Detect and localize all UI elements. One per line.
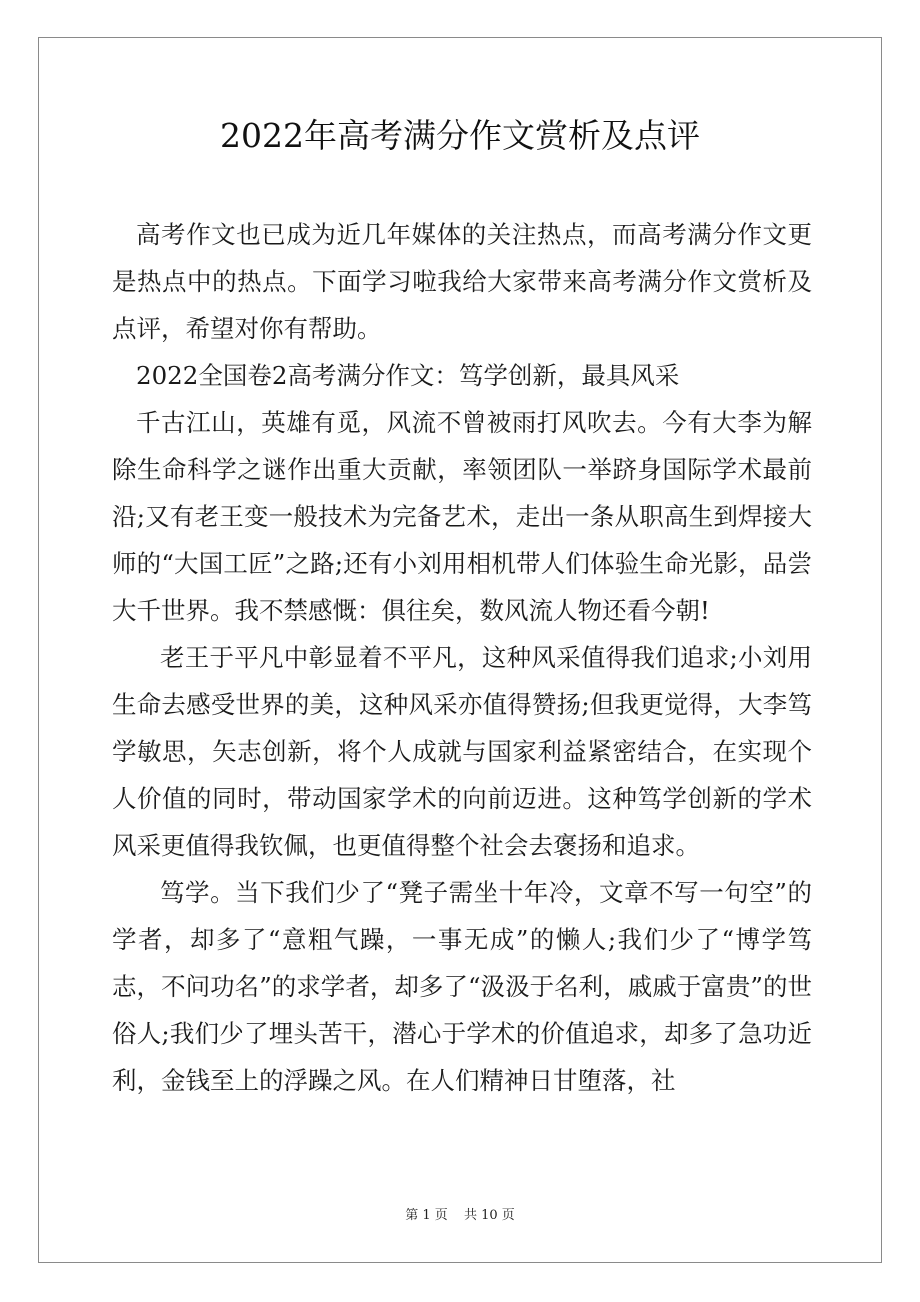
essay-paragraph: 老王于平凡中彰显着不平凡，这种风采值得我们追求;小刘用生命去感受世界的美，这种风采亦值得赞扬;但我更觉得，大李笃学敏思，矢志创新，将个人成就与国家利益紧密结合，在实现个人价值的同时，带动国家学术的向前迈进。这种笃学创新的学术风采更值得我钦佩，也更值得整个社会去褒扬和追求。	[112, 643, 812, 860]
document-body	[112, 211, 812, 1104]
document-title: 2022年高考满分作文赏析及点评	[220, 116, 700, 155]
intro-paragraph: 高考作文也已成为近几年媒体的关注热点，而高考满分作文更是热点中的热点。下面学习啦我给大家带来高考满分作文赏析及点评，希望对你有帮助。	[112, 220, 812, 343]
essay-paragraph: 笃学。当下我们少了“凳子需坐十年冷，文章不写一句空”的学者，却多了“意粗气躁，一事无成”的懒人;我们少了“博学笃志，不问功名”的求学者，却多了“汲汲于名利，戚戚于富贵”的世俗人;我们少了埋头苦干，潜心于学术的价值追求，却多了急功近利，金钱至上的浮躁之风。在人们精神日甘堕落，社	[112, 878, 812, 1095]
page-total: 共 10 页	[463, 1208, 515, 1223]
page-footer	[0, 1207, 920, 1225]
essay-heading: 2022全国卷2高考满分作文：笃学创新，最具风采	[136, 361, 680, 390]
page-number: 第 1 页	[405, 1208, 448, 1223]
essay-paragraph: 千古江山，英雄有觅，风流不曾被雨打风吹去。今有大李为解除生命科学之谜作出重大贡献，率领团队一举跻身国际学术最前沿;又有老王变一般技术为完备艺术，走出一条从职高生到焊接大师的“大国工匠”之路;还有小刘用相机带人们体验生命光影，品尝大千世界。我不禁感慨：俱往矣，数风流人物还看今朝!	[112, 408, 812, 625]
